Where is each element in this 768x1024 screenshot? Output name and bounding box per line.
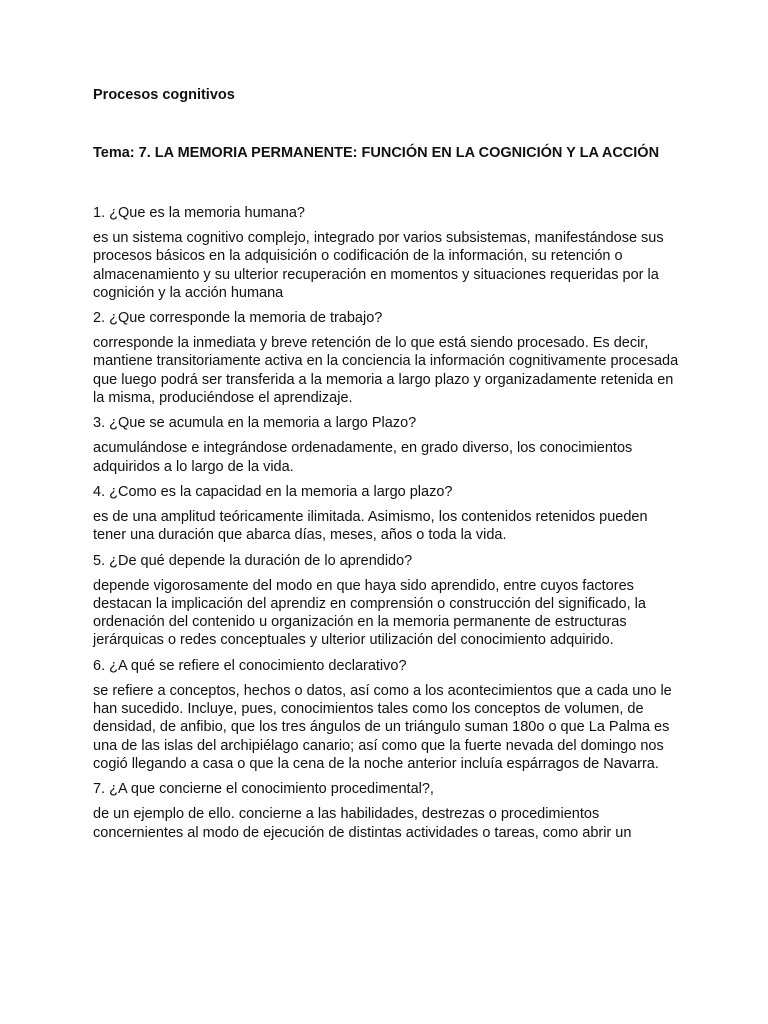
document-page (93, 86, 683, 849)
answer-6: se refiere a conceptos, hechos o datos, así como a los acontecimientos que a cada uno le han sucedido. Incluye, pues, conocimientos tales como los conceptos de volumen, de densidad, de anfibio, que los tres ángulos de un triángulo suman 180o o que La Palma es una de las islas del archipiélago canario; así como que la fuerte nevada del domingo nos cogió llegando a casa o que la cena de la noche anterior incluía espárragos de Navarra. (93, 682, 672, 772)
answer-1: es un sistema cognitivo complejo, integrado por varios subsistemas, manifestándose sus procesos básicos en la adquisición o codificación de la información, su retención o almacenamiento y su ulterior recuperación en momentos y situaciones requeridas por la cognición y la acción humana (93, 230, 664, 301)
question-2: 2. ¿Que corresponde la memoria de trabajo? (93, 310, 383, 327)
question-7: 7. ¿A que concierne el conocimiento procedimental?, (93, 781, 434, 798)
answer-4: es de una amplitud teóricamente ilimitada. Asimismo, los contenidos retenidos pueden tener una duración que abarca días, meses, años o toda la vida. (93, 508, 648, 544)
question-6: 6. ¿A qué se refiere el conocimiento declarativo? (93, 657, 407, 674)
topic-heading: Tema: 7. LA MEMORIA PERMANENTE: FUNCIÓN EN LA COGNICIÓN Y LA ACCIÓN (93, 145, 660, 161)
answer-5: depende vigorosamente del modo en que haya sido aprendido, entre cuyos factores destacan la implicación del aprendiz en comprensión o construcción del significado, la ordenación del contenido u organización en la memoria permanente de estructuras jerárquicas o redes conceptuales y ulterior utilización del conocimiento adquirido. (93, 577, 646, 649)
question-3: 3. ¿Que se acumula en la memoria a largo Plazo? (93, 415, 417, 432)
answer-2: corresponde la inmediata y breve retención de lo que está siendo procesado. Es decir, mantiene transitoriamente activa en la conciencia la información cognitivamente procesada que luego podrá ser transferida a la memoria a largo plazo y organizadamente retenida en la misma, produciéndose el aprendizaje. (93, 335, 679, 407)
answer-3: acumulándose e integrándose ordenadamente, en grado diverso, los conocimientos adquiridos a lo largo de la vida. (93, 440, 633, 475)
answer-7: de un ejemplo de ello. concierne a las habilidades, destrezas o procedimientos concernientes al modo de ejecución de distintas actividades o tareas, como abrir un (93, 806, 632, 841)
question-5: 5. ¿De qué depende la duración de lo aprendido? (93, 552, 413, 569)
question-1: 1. ¿Que es la memoria humana? (93, 205, 305, 221)
question-4: 4. ¿Como es la capacidad en la memoria a largo plazo? (93, 483, 453, 500)
document-title: Procesos cognitivos (93, 87, 235, 103)
qa-list (93, 204, 683, 842)
